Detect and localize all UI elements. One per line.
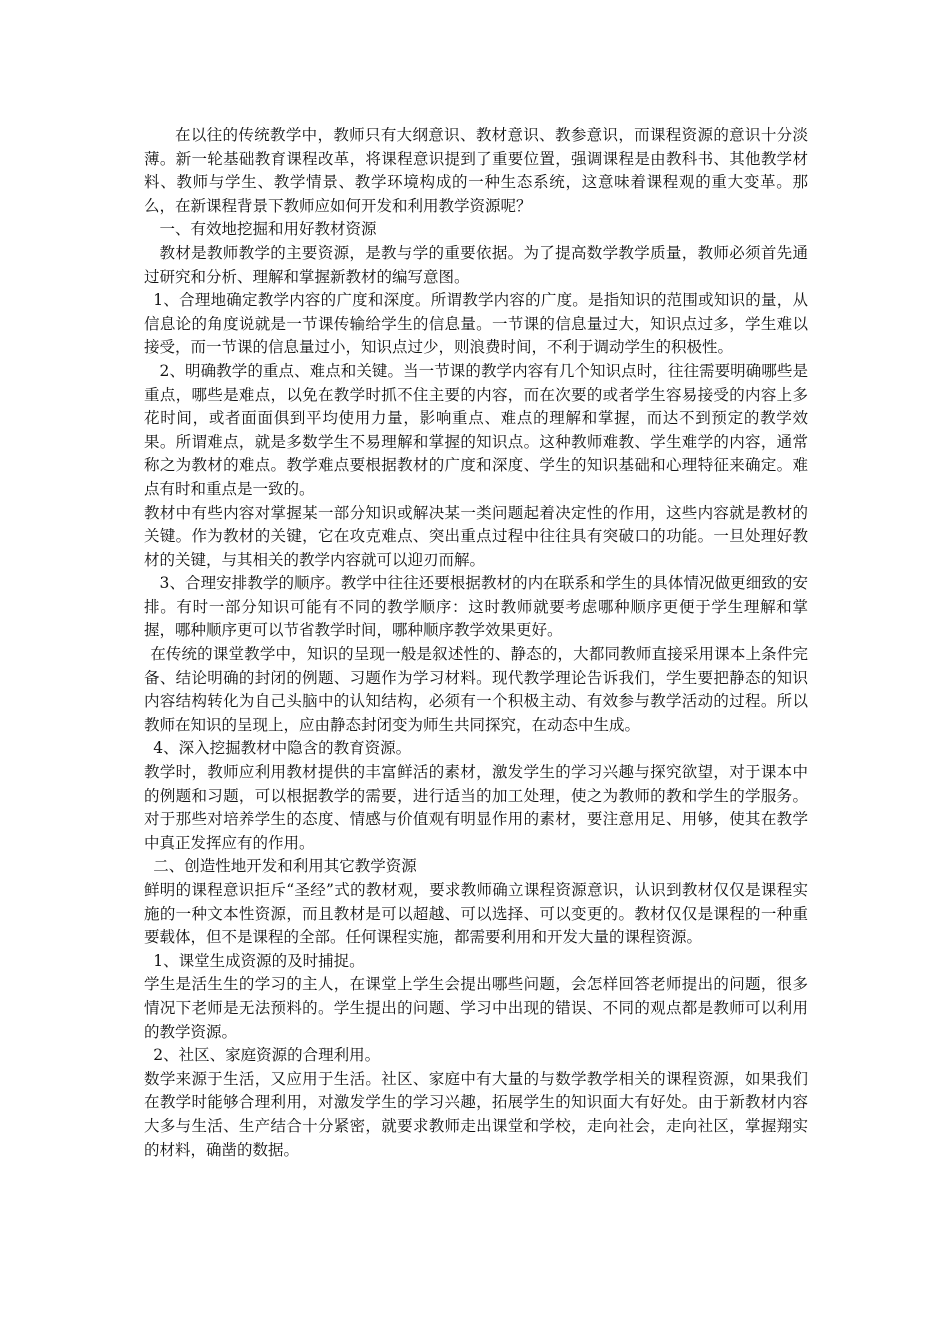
body-paragraph: 鲜明的课程意识拒斥“圣经”式的教材观，要求教师确立课程资源意识，认识到教材仅仅是课程实施的一种文本性资源，而且教材是可以超越、可以选择、可以变更的。教材仅仅是课程的一种重要载体，但不是课程的全部。任何课程实施，都需要利用和开发大量的课程资源。 [144, 881, 808, 947]
list-item-1-2: 2、明确教学的重点、难点和关键。当一节课的教学内容有几个知识点时，往往需要明确哪些是重点，哪些是难点，以免在教学时抓不住主要的内容，而在次要的或者学生容易接受的内容上多花时间，或者面面俱到平均使用力量，影响重点、难点的理解和掌握，而达不到预定的教学效果。所谓难点，就是多数学生不易理解和掌握的知识点。这种教师难教、学生难学的内容，通常称之为教材的难点。教学难点要根据教材的广度和深度、学生的知识基础和心理特征来确定。难点有时和重点是一致的。 [144, 361, 808, 498]
list-item-2-2: 2、社区、家庭资源的合理利用。 [153, 1046, 381, 1065]
body-paragraph: 数学来源于生活，又应用于生活。社区、家庭中有大量的与数学教学相关的课程资源，如果我们在教学时能够合理利用，对激发学生的学习兴趣，拓展学生的知识面大有好处。由于新教材内容大多与生活、生产结合十分紧密，就要求教师走出课堂和学校，走向社会，走向社区，掌握翔实的材料，确凿的数据。 [144, 1069, 808, 1159]
list-item-2-1: 1、课堂生成资源的及时捕捉。 [153, 951, 365, 970]
body-paragraph: 学生是活生生的学习的主人，在课堂上学生会提出哪些问题，会怎样回答老师提出的问题，很多情况下老师是无法预料的。学生提出的问题、学习中出现的错误、不同的观点都是教师可以利用的教学资源。 [144, 975, 808, 1041]
list-item-1-3: 3、合理安排教学的顺序。教学中往往还要根据教材的内在联系和学生的具体情况做更细致的安排。有时一部分知识可能有不同的教学顺序：这时教师就要考虑哪种顺序更便于学生理解和掌握，哪种顺序更可以节省教学时间，哪种顺序教学效果更好。 [144, 574, 808, 640]
intro-paragraph: 在以往的传统教学中，教师只有大纲意识、教材意识、教参意识，而课程资源的意识十分淡薄。新一轮基础教育课程改革，将课程意识提到了重要位置，强调课程是由教科书、其他教学材料、教师与学生、教学情景、教学环境构成的一种生态系统，这意味着课程观的重大变革。那么，在新课程背景下教师应如何开发和利用教学资源呢？ [144, 126, 808, 215]
body-paragraph: 教材中有些内容对掌握某一部分知识或解决某一类问题起着决定性的作用，这些内容就是教材的关键。作为教材的关键，它在攻克难点、突出重点过程中往往具有突破口的功能。一旦处理好教材的关键，与其相关的教学内容就可以迎刃而解。 [144, 503, 808, 569]
body-paragraph: 在传统的课堂教学中，知识的呈现一般是叙述性的、静态的，大都同教师直接采用课本上条件完备、结论明确的封闭的例题、习题作为学习材料。现代教学理论告诉我们，学生要把静态的知识内容结构转化为自己头脑中的认知结构，必须有一个积极主动、有效参与教学活动的过程。所以教师在知识的呈现上，应由静态封闭变为师生共同探究，在动态中生成。 [144, 645, 808, 734]
list-item-1-1: 1、合理地确定教学内容的广度和深度。所谓教学内容的广度。是指知识的范围或知识的量，从信息论的角度说就是一节课传输给学生的信息量。一节课的信息量过大，知识点过多，学生难以接受，而一节课的信息量过小，知识点过少，则浪费时间，不利于调动学生的积极性。 [144, 291, 808, 357]
document-page [144, 124, 808, 1162]
body-paragraph: 教学时，教师应利用教材提供的丰富鲜活的素材，激发学生的学习兴趣与探究欲望，对于课本中的例题和习题，可以根据教学的需要，进行适当的加工处理，使之为教师的教和学生的学服务。对于那些对培养学生的态度、情感与价值观有明显作用的素材，要注意用足、用够，使其在教学中真正发挥应有的作用。 [144, 763, 808, 852]
section-heading-2: 二、创造性地开发和利用其它教学资源 [153, 857, 417, 876]
list-item-1-4: 4、深入挖掘教材中隐含的教育资源。 [153, 739, 412, 758]
section-heading-1: 一、有效地挖掘和用好教材资源 [159, 220, 377, 239]
body-paragraph: 教材是教师教学的主要资源，是教与学的重要依据。为了提高数学教学质量，教师必须首先通过研究和分析、理解和掌握新教材的编写意图。 [144, 243, 808, 286]
